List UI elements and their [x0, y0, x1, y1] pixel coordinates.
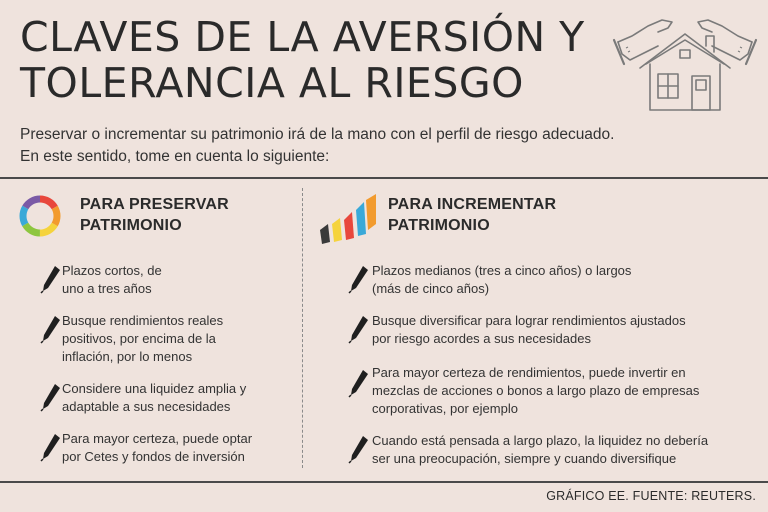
color-ring-icon	[18, 194, 68, 244]
item-line: inflación, por lo menos	[62, 349, 193, 364]
item-line: Para mayor certeza, puede optar	[62, 431, 253, 446]
list-item-text	[62, 430, 252, 466]
increase-heading-line-1: PARA INCREMENTAR	[388, 196, 557, 213]
pen-icon	[40, 382, 62, 412]
increase-heading-line-2: PATRIMONIO	[388, 217, 490, 234]
item-line: Para mayor certeza de rendimientos, puede invertir en	[372, 365, 686, 380]
item-line: por riesgo acordes a sus necesidades	[372, 331, 591, 346]
item-line: Considere una liquidez amplia y	[62, 381, 247, 396]
item-line: adaptable a sus necesidades	[62, 399, 231, 414]
item-line: Busque rendimientos reales	[62, 313, 224, 328]
item-line: por Cetes y fondos de inversión	[62, 449, 245, 464]
list-item-text	[372, 262, 631, 298]
increase-column	[318, 192, 758, 466]
pen-icon	[348, 314, 370, 344]
title-line-2: TOLERANCIA AL RIESGO	[20, 59, 524, 107]
list-item-text	[62, 380, 246, 416]
house-in-hands-icon	[610, 6, 760, 116]
source-credit: GRÁFICO EE. FUENTE: REUTERS.	[546, 489, 756, 503]
item-line: Busque diversificar para lograr rendimientos ajustados	[372, 313, 686, 328]
increase-heading	[388, 194, 556, 236]
preserve-heading-line-2: PATRIMONIO	[80, 217, 182, 234]
preserve-heading-line-1: PARA PRESERVAR	[80, 196, 229, 213]
pen-icon	[348, 264, 370, 294]
item-line: Cuando está pensada a largo plazo, la liquidez no debería	[372, 433, 709, 448]
preserve-column	[18, 192, 294, 464]
title-line-1: CLAVES DE LA AVERSIÓN Y	[20, 13, 585, 61]
list-item-text	[62, 312, 223, 366]
list-item-text	[62, 262, 162, 298]
item-line: (más de cinco años)	[372, 281, 490, 296]
subtitle-line-1: Preservar o incrementar su patrimonio irá de la mano con el perfil de riesgo adecuado.	[20, 126, 615, 143]
column-divider	[302, 188, 303, 468]
subtitle-line-2: En este sentido, tome en cuenta lo siguiente:	[20, 148, 330, 165]
item-line: Plazos medianos (tres a cinco años) o largos	[372, 263, 632, 278]
pen-icon	[348, 368, 370, 398]
page-title	[20, 14, 585, 106]
item-line: mezclas de acciones o bonos a largo plazo de empresas	[372, 383, 700, 398]
item-line: positivos, por encima de la	[62, 331, 216, 346]
pen-icon	[40, 314, 62, 344]
list-item-text	[372, 432, 708, 468]
item-line: uno a tres años	[62, 281, 152, 296]
preserve-heading	[80, 194, 229, 236]
preserve-header	[18, 192, 294, 252]
rising-bars-icon	[318, 194, 378, 244]
item-line: corporativas, por ejemplo	[372, 401, 518, 416]
item-line: ser una preocupación, siempre y cuando diversifique	[372, 451, 677, 466]
list-item-text	[372, 312, 686, 348]
top-divider	[0, 177, 768, 179]
item-line: Plazos cortos, de	[62, 263, 162, 278]
pen-icon	[40, 264, 62, 294]
increase-header	[318, 192, 758, 252]
pen-icon	[348, 434, 370, 464]
bottom-divider	[0, 481, 768, 483]
list-item-text	[372, 364, 699, 418]
pen-icon	[40, 432, 62, 462]
subtitle	[20, 124, 750, 168]
